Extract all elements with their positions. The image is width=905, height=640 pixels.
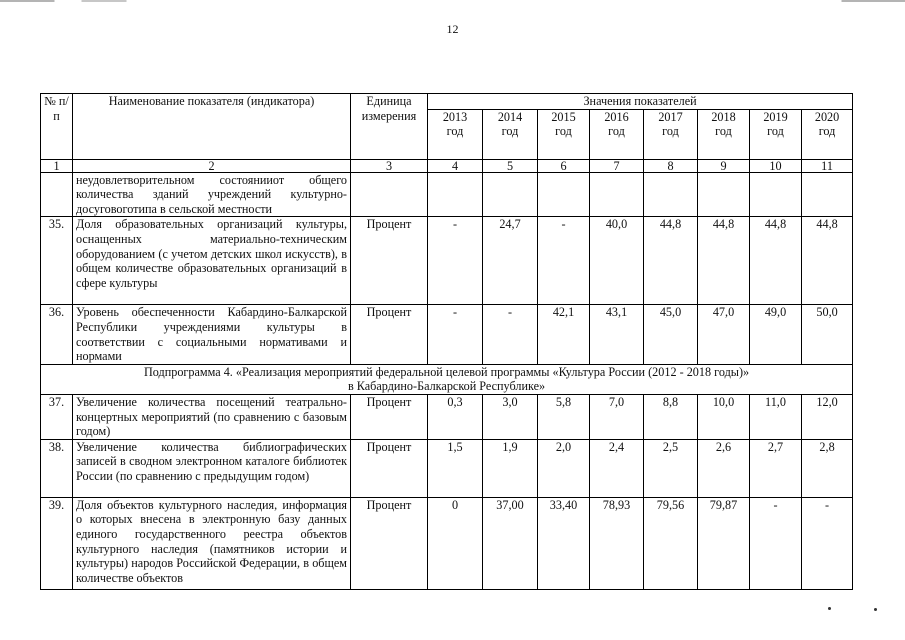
header-year: [802, 109, 853, 159]
row-value: [351, 172, 428, 217]
row-value: [538, 172, 590, 217]
subprogram-line: в Кабардино-Балкарской Республике»: [347, 379, 546, 394]
year-value: 2015: [551, 109, 576, 124]
row-value: 47,0: [698, 305, 750, 364]
table-row: [41, 305, 853, 364]
row-num: 39.: [41, 497, 73, 589]
row-value: 44,8: [644, 217, 698, 305]
subprogram-line: Подпрограмма 4. «Реализация мероприятий федеральной целевой программы «Культура России (2012 - 2018 годы)»: [143, 364, 750, 379]
column-index: 11: [802, 159, 853, 172]
continuation-row: [41, 172, 853, 217]
row-value: -: [802, 497, 853, 589]
row-num: 37.: [41, 394, 73, 439]
year-word: год: [767, 124, 784, 139]
row-value: 2,6: [698, 439, 750, 497]
row-unit: Процент: [351, 217, 428, 305]
row-value: 1,9: [483, 439, 538, 497]
row-name: Доля объектов культурного наследия, информация о которых внесена в электронную базу данных единого государственного реестра объектов культурного наследия (памятников истории и культуры) народов Российской Федерации, в общем количестве объектов: [73, 497, 351, 589]
year-value: 2017: [658, 109, 683, 124]
table-row: [41, 439, 853, 497]
column-index: 9: [698, 159, 750, 172]
row-value: 0: [428, 497, 483, 589]
row-value: 1,5: [428, 439, 483, 497]
header-row: [41, 94, 853, 110]
column-index: 3: [351, 159, 428, 172]
year-word: год: [608, 124, 625, 139]
year-value: 2020: [814, 109, 840, 124]
table-row: [41, 217, 853, 305]
row-unit: Процент: [351, 439, 428, 497]
row-num: 38.: [41, 439, 73, 497]
column-index: 8: [644, 159, 698, 172]
row-value: [483, 172, 538, 217]
header-num: № п/п: [41, 94, 73, 160]
year-value: 2014: [497, 109, 523, 124]
row-value: [750, 172, 802, 217]
table-row: [41, 497, 853, 589]
column-index: 7: [590, 159, 644, 172]
row-value: 2,5: [644, 439, 698, 497]
header-unit: Единица измерения: [351, 94, 428, 160]
year-word: год: [446, 124, 464, 139]
row-value: 37,00: [483, 497, 538, 589]
row-value: 44,8: [802, 217, 853, 305]
row-name: Увеличение количества библиографических записей в сводном электронном каталоге библиотек России (по сравнению с предыдущим годом): [73, 439, 351, 497]
subprogram-title: [41, 364, 853, 394]
row-value: -: [428, 305, 483, 364]
row-name: неудовлетворительном состоянииот общего количества зданий учреждений культурно-досуговоготипа в сельской местности: [73, 172, 351, 217]
header-year: [538, 109, 590, 159]
scan-speck: [828, 607, 831, 610]
scan-speck: [874, 608, 877, 611]
row-num: 35.: [41, 217, 73, 305]
header-year: [428, 109, 483, 159]
row-value: 49,0: [750, 305, 802, 364]
header-values: Значения показателей: [428, 94, 853, 110]
row-value: [428, 172, 483, 217]
row-value: 43,1: [590, 305, 644, 364]
row-value: -: [538, 217, 590, 305]
column-index: 6: [538, 159, 590, 172]
row-value: [698, 172, 750, 217]
row-value: [590, 172, 644, 217]
indicators-table: [40, 93, 853, 590]
row-name: Уровень обеспеченности Кабардино-Балкарской Республики учреждениями культуры в соответствии с социальными нормативами и нормами: [73, 305, 351, 364]
header-year: [698, 109, 750, 159]
year-word: год: [501, 124, 519, 139]
subprogram-row: [41, 364, 853, 394]
row-value: 2,8: [802, 439, 853, 497]
row-value: 33,40: [538, 497, 590, 589]
header-year: [644, 109, 698, 159]
row-unit: Процент: [351, 394, 428, 439]
page-number: 12: [446, 22, 459, 36]
year-value: 2019: [763, 109, 788, 124]
row-value: 12,0: [802, 394, 853, 439]
column-index: 1: [41, 159, 73, 172]
row-value: -: [483, 305, 538, 364]
header-year: [590, 109, 644, 159]
table-row: [41, 394, 853, 439]
row-num: 36.: [41, 305, 73, 364]
row-value: -: [750, 497, 802, 589]
year-value: 2013: [442, 109, 468, 124]
year-value: 2018: [711, 109, 736, 124]
row-value: 50,0: [802, 305, 853, 364]
row-value: 79,56: [644, 497, 698, 589]
column-index: 2: [73, 159, 351, 172]
row-value: 10,0: [698, 394, 750, 439]
row-value: 44,8: [750, 217, 802, 305]
row-value: 24,7: [483, 217, 538, 305]
row-name: Увеличение количества посещений театрально-концертных мероприятий (по сравнению с базовым годом): [73, 394, 351, 439]
row-value: 2,0: [538, 439, 590, 497]
header-year: [750, 109, 802, 159]
row-value: 44,8: [698, 217, 750, 305]
year-word: год: [555, 124, 572, 139]
row-value: 2,4: [590, 439, 644, 497]
row-value: 5,8: [538, 394, 590, 439]
column-index: 10: [750, 159, 802, 172]
row-value: 11,0: [750, 394, 802, 439]
header-year: [483, 109, 538, 159]
row-unit: Процент: [351, 305, 428, 364]
header-name: Наименование показателя (индикатора): [73, 94, 351, 160]
row-value: 7,0: [590, 394, 644, 439]
row-value: 0,3: [428, 394, 483, 439]
row-value: 42,1: [538, 305, 590, 364]
row-value: 78,93: [590, 497, 644, 589]
row-unit: Процент: [351, 497, 428, 589]
row-num: [41, 172, 73, 217]
row-value: [644, 172, 698, 217]
row-value: 45,0: [644, 305, 698, 364]
scan-edge: [0, 0, 905, 2]
column-index: 4: [428, 159, 483, 172]
row-name: Доля образовательных организаций культуры, оснащенных материально-техническим оборудованием (с учетом детских школ искусств), в общем количестве образовательных организаций в сфере культуры: [73, 217, 351, 305]
year-word: год: [818, 124, 836, 139]
row-value: 3,0: [483, 394, 538, 439]
row-value: [802, 172, 853, 217]
row-value: -: [428, 217, 483, 305]
row-value: 8,8: [644, 394, 698, 439]
column-index: 5: [483, 159, 538, 172]
row-value: 40,0: [590, 217, 644, 305]
row-value: 79,87: [698, 497, 750, 589]
year-value: 2016: [604, 109, 629, 124]
year-word: год: [662, 124, 679, 139]
row-value: 2,7: [750, 439, 802, 497]
column-index-row: [41, 159, 853, 172]
year-word: год: [715, 124, 732, 139]
